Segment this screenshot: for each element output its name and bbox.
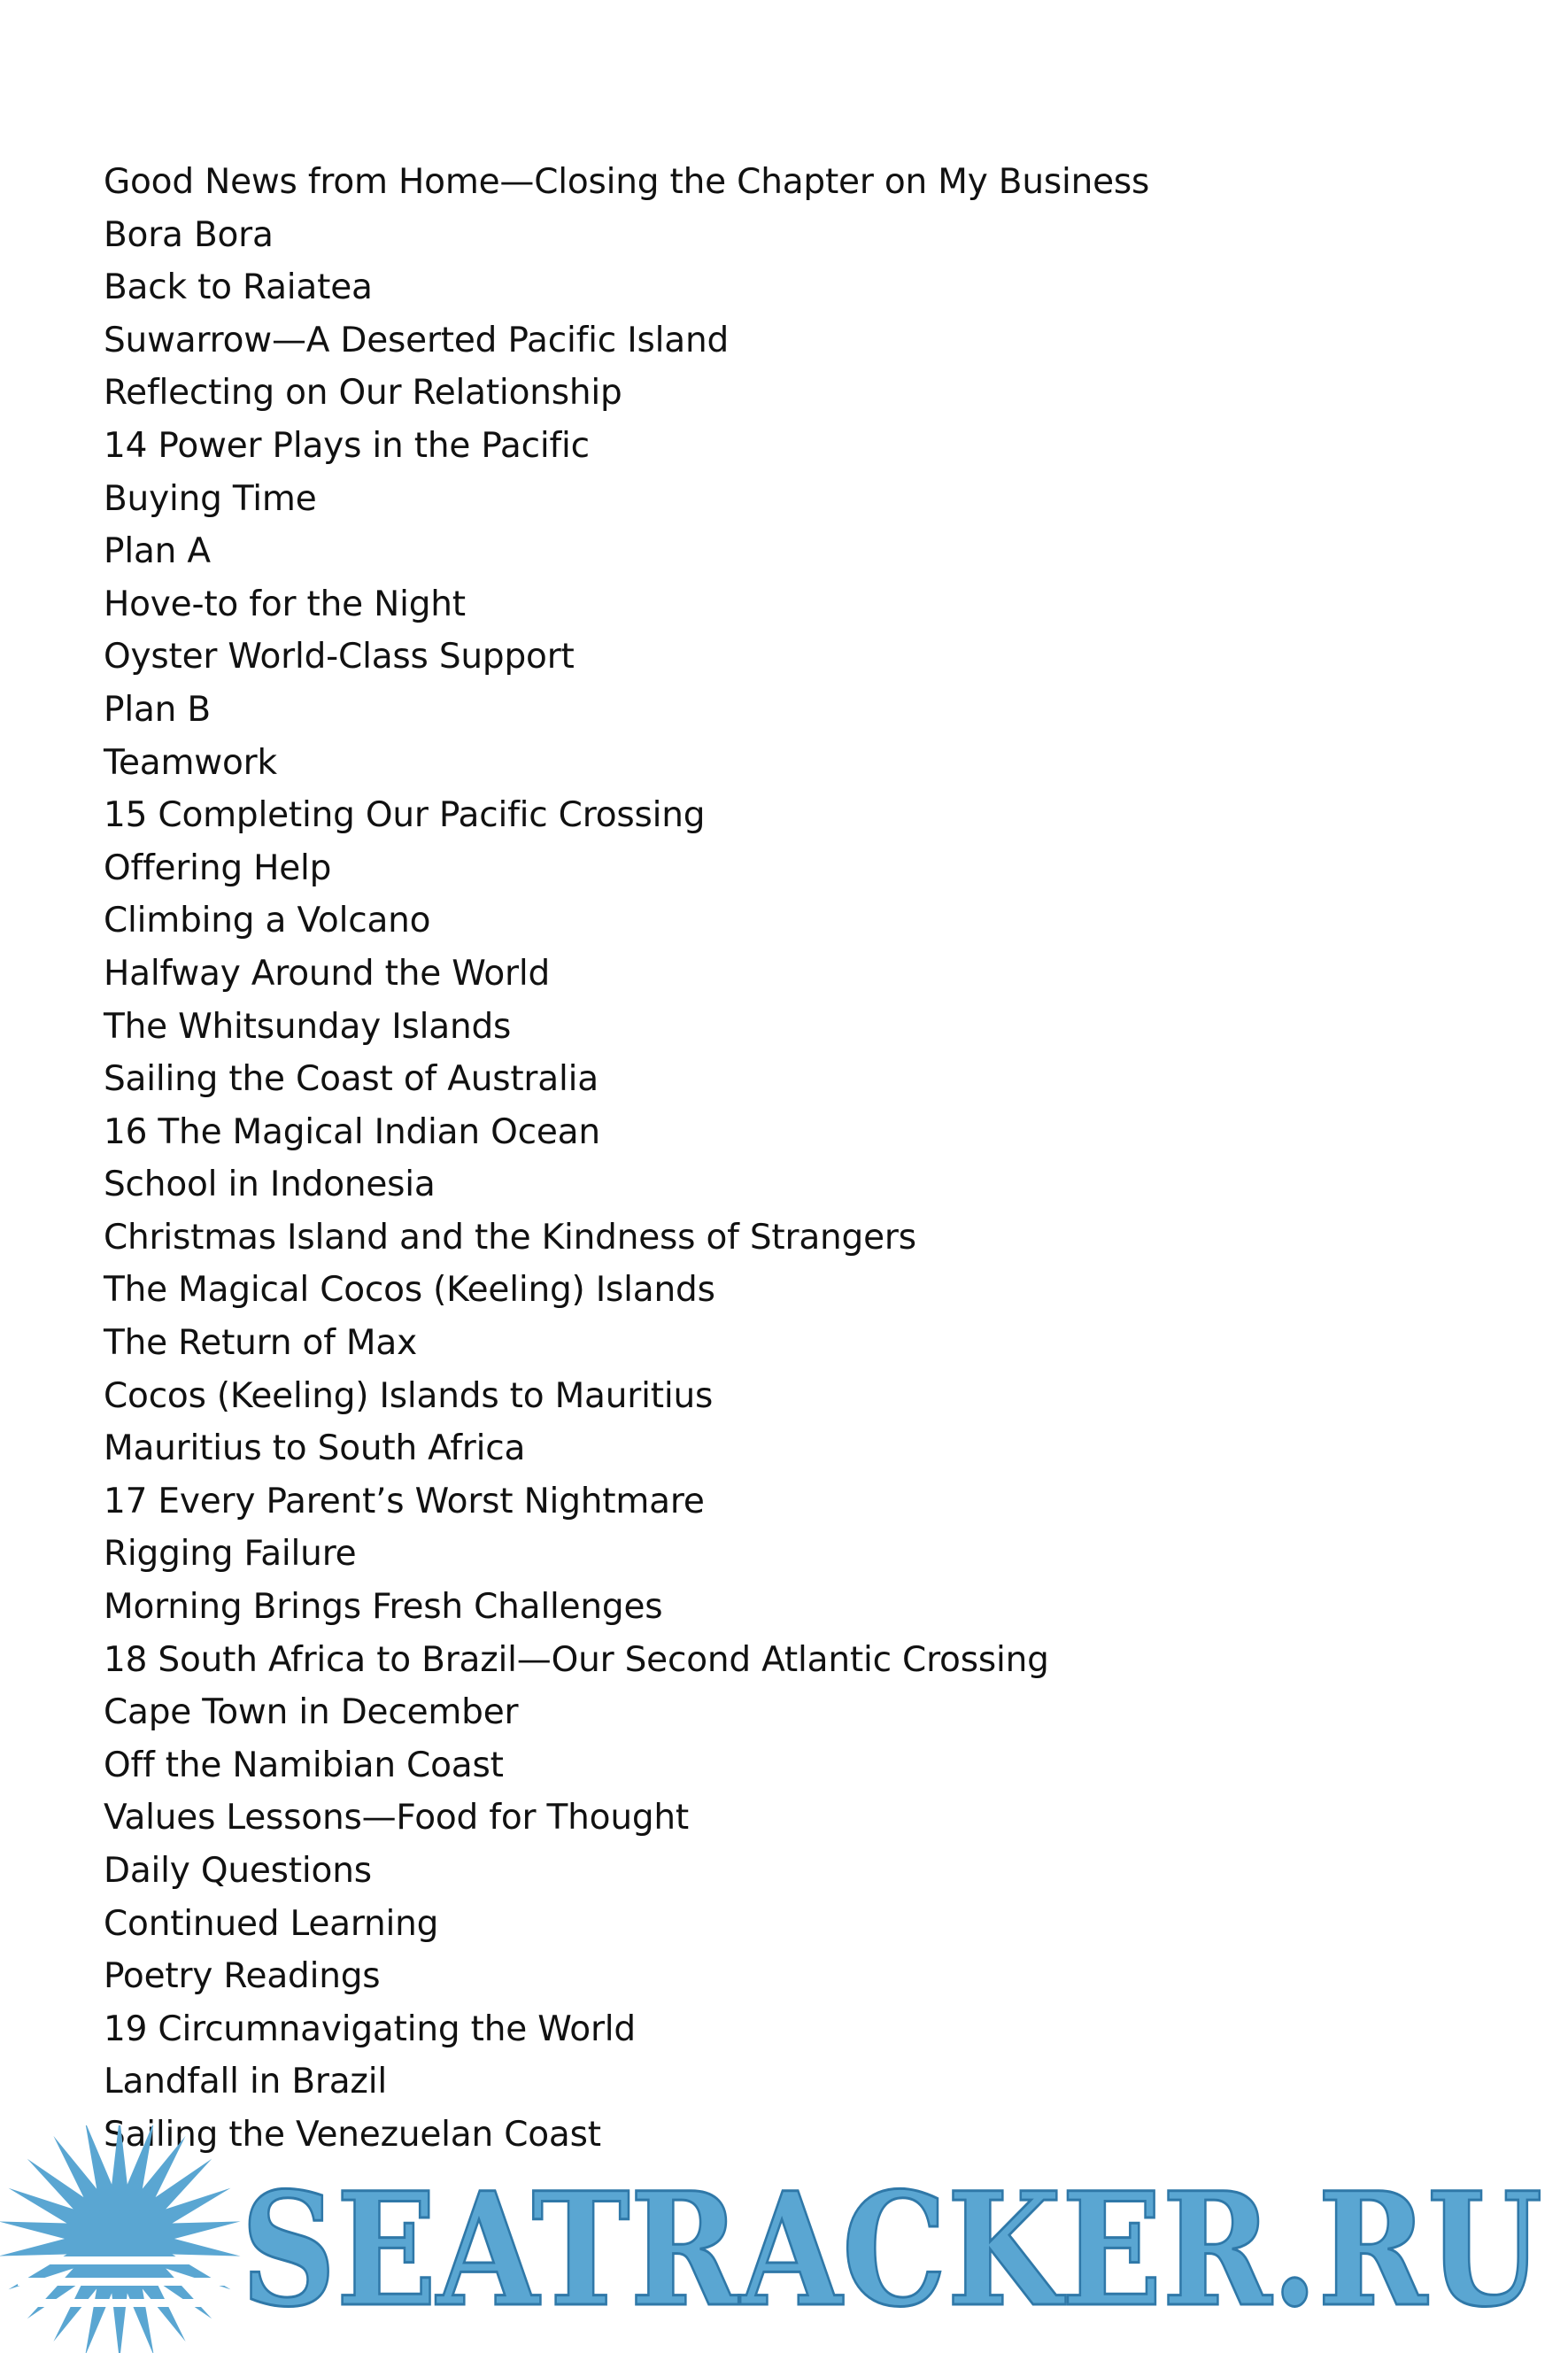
toc-entry: Morning Brings Fresh Challenges [104,1587,663,1628]
toc-entry: The Return of Max [104,1323,417,1364]
sun-rays-icon [0,2125,241,2353]
toc-entry: Continued Learning [104,1903,439,1944]
table-of-contents [104,156,1432,2162]
toc-entry: Cape Town in December [104,1692,519,1733]
toc-entry: Halfway Around the World [104,953,551,994]
toc-entry: Teamwork [104,742,277,783]
toc-entry: Plan B [104,689,211,730]
toc-entry: Hove-to for the Night [104,584,466,624]
toc-entry: Good News from Home—Closing the Chapter on My Business [104,162,1150,202]
toc-entry: Oyster World-Class Support [104,637,575,677]
toc-entry: Mauritius to South Africa [104,1428,526,1469]
toc-entry: Poetry Readings [104,1956,381,1997]
toc-entry: Landfall in Brazil [104,2062,387,2102]
toc-entry: 19 Circumnavigating the World [104,2009,636,2049]
toc-entry: The Magical Cocos (Keeling) Islands [104,1270,715,1311]
toc-entry: Back to Raiatea [104,267,373,308]
toc-entry: Rigging Failure [104,1534,357,1575]
toc-entry: Sailing the Coast of Australia [104,1059,599,1100]
toc-entry: Sailing the Venezuelan Coast [104,2114,601,2155]
toc-entry: Plan A [104,531,211,572]
toc-entry: Off the Namibian Coast [104,1745,504,1785]
toc-entry: Cocos (Keeling) Islands to Mauritius [104,1375,714,1416]
toc-entry: Reflecting on Our Relationship [104,373,622,414]
toc-entry: Bora Bora [104,214,274,255]
toc-entry: Daily Questions [104,1851,372,1891]
toc-entry: 14 Power Plays in the Pacific [104,425,590,466]
toc-entry: 15 Completing Our Pacific Crossing [104,795,706,836]
toc-entry: School in Indonesia [104,1165,436,1205]
toc-entry: Climbing a Volcano [104,901,431,941]
toc-entry: 18 South Africa to Brazil—Our Second Atlantic Crossing [104,1639,1049,1680]
watermark-text: SEATRACKER.RU [241,2158,1542,2341]
toc-entry: The Whitsunday Islands [104,1006,512,1047]
toc-entry: Offering Help [104,848,332,888]
toc-entry: Christmas Island and the Kindness of Strangers [104,1217,916,1258]
toc-entry: Suwarrow—A Deserted Pacific Island [104,320,730,360]
toc-entry: 16 The Magical Indian Ocean [104,1111,600,1152]
watermark [0,2125,1568,2353]
toc-entry: 17 Every Parent’s Worst Nightmare [104,1481,705,1521]
toc-entry: Buying Time [104,478,317,519]
toc-entry: Values Lessons—Food for Thought [104,1798,690,1838]
